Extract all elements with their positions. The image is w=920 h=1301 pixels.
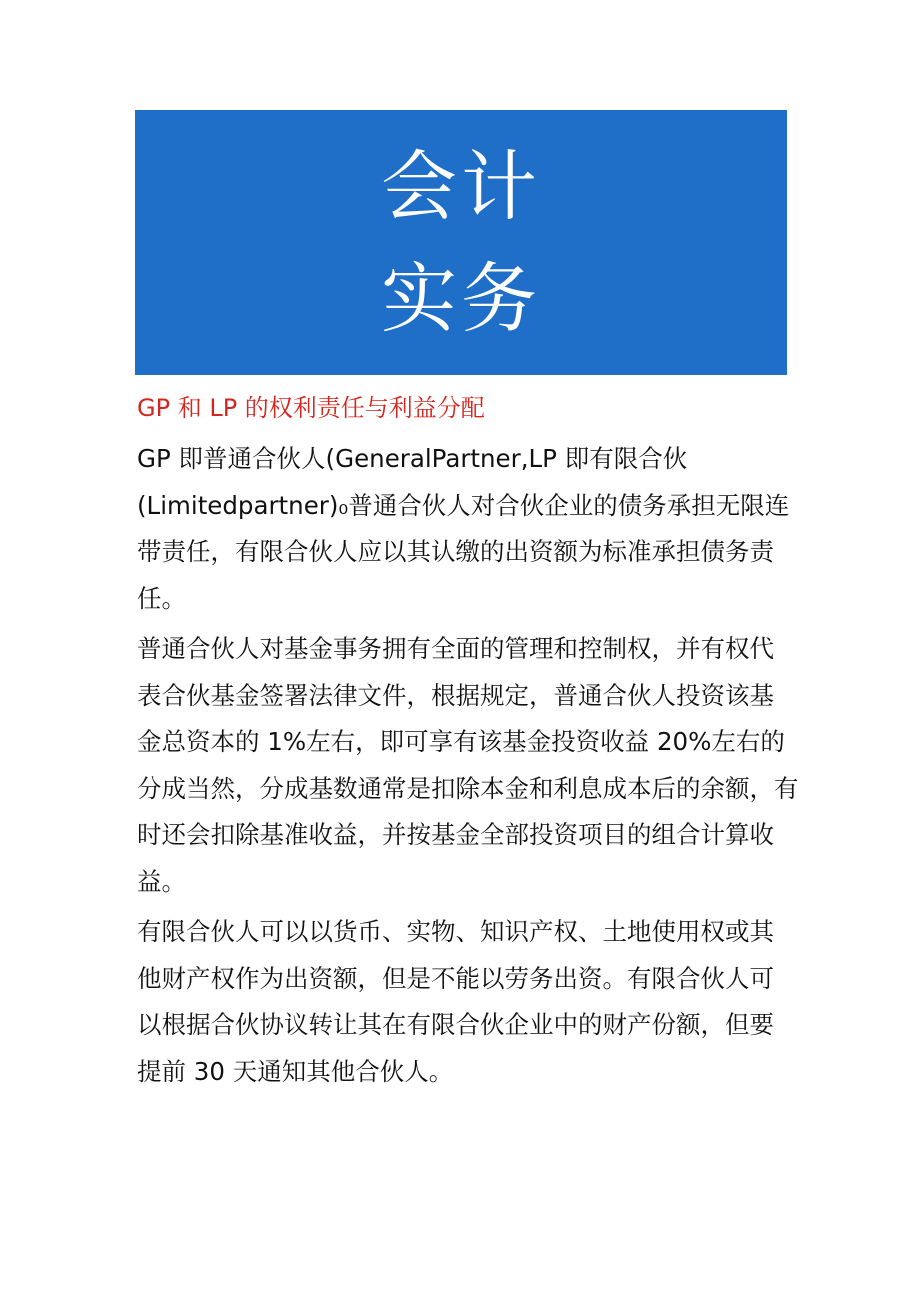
paragraph-2	[137, 626, 799, 905]
article-body	[137, 388, 799, 1099]
banner-line-1: 会计	[381, 141, 541, 231]
paragraph-1	[137, 436, 790, 622]
article-title: GP 和 LP 的权利责任与利益分配	[137, 394, 485, 422]
paragraph-line: (Limitedpartner)₀普通合伙人对合伙企业的债务承担无限连	[137, 490, 790, 520]
paragraph-line: 有限合伙人可以以货币、实物、知识产权、土地使用权或其	[137, 917, 774, 946]
paragraph-line: 提前 30 天通知其他合伙人。	[137, 1056, 454, 1086]
paragraph-line: 金总资本的 1%左右，即可享有该基金投资收益 20%左右的	[137, 727, 785, 756]
paragraph-line: 以根据合伙协议转让其在有限合伙企业中的财产份额，但要	[137, 1010, 774, 1039]
paragraph-line: 他财产权作为出资额，但是不能以劳务出资。有限合伙人可	[137, 963, 774, 993]
paragraph-line: 益。	[137, 866, 186, 896]
paragraph-line: 时还会扣除基准收益，并按基金全部投资项目的组合计算收	[137, 820, 774, 849]
paragraph-line: 任。	[137, 583, 186, 613]
banner-line-2: 实务	[381, 253, 541, 343]
title-banner	[135, 110, 787, 375]
paragraph-line: 带责任，有限合伙人应以其认缴的出资额为标准承担债务责	[137, 537, 774, 566]
paragraph-3	[137, 909, 787, 1095]
paragraph-line: 表合伙基金签署法律文件，根据规定，普通合伙人投资该基	[137, 680, 774, 710]
paragraph-line: 分成当然，分成基数通常是扣除本金和利息成本后的余额，有	[137, 773, 799, 803]
paragraph-line: 普通合伙人对基金事务拥有全面的管理和控制权，并有权代	[137, 634, 774, 663]
paragraph-line: GP 即普通合伙人(GeneralPartner,LP 即有限合伙	[137, 444, 688, 473]
